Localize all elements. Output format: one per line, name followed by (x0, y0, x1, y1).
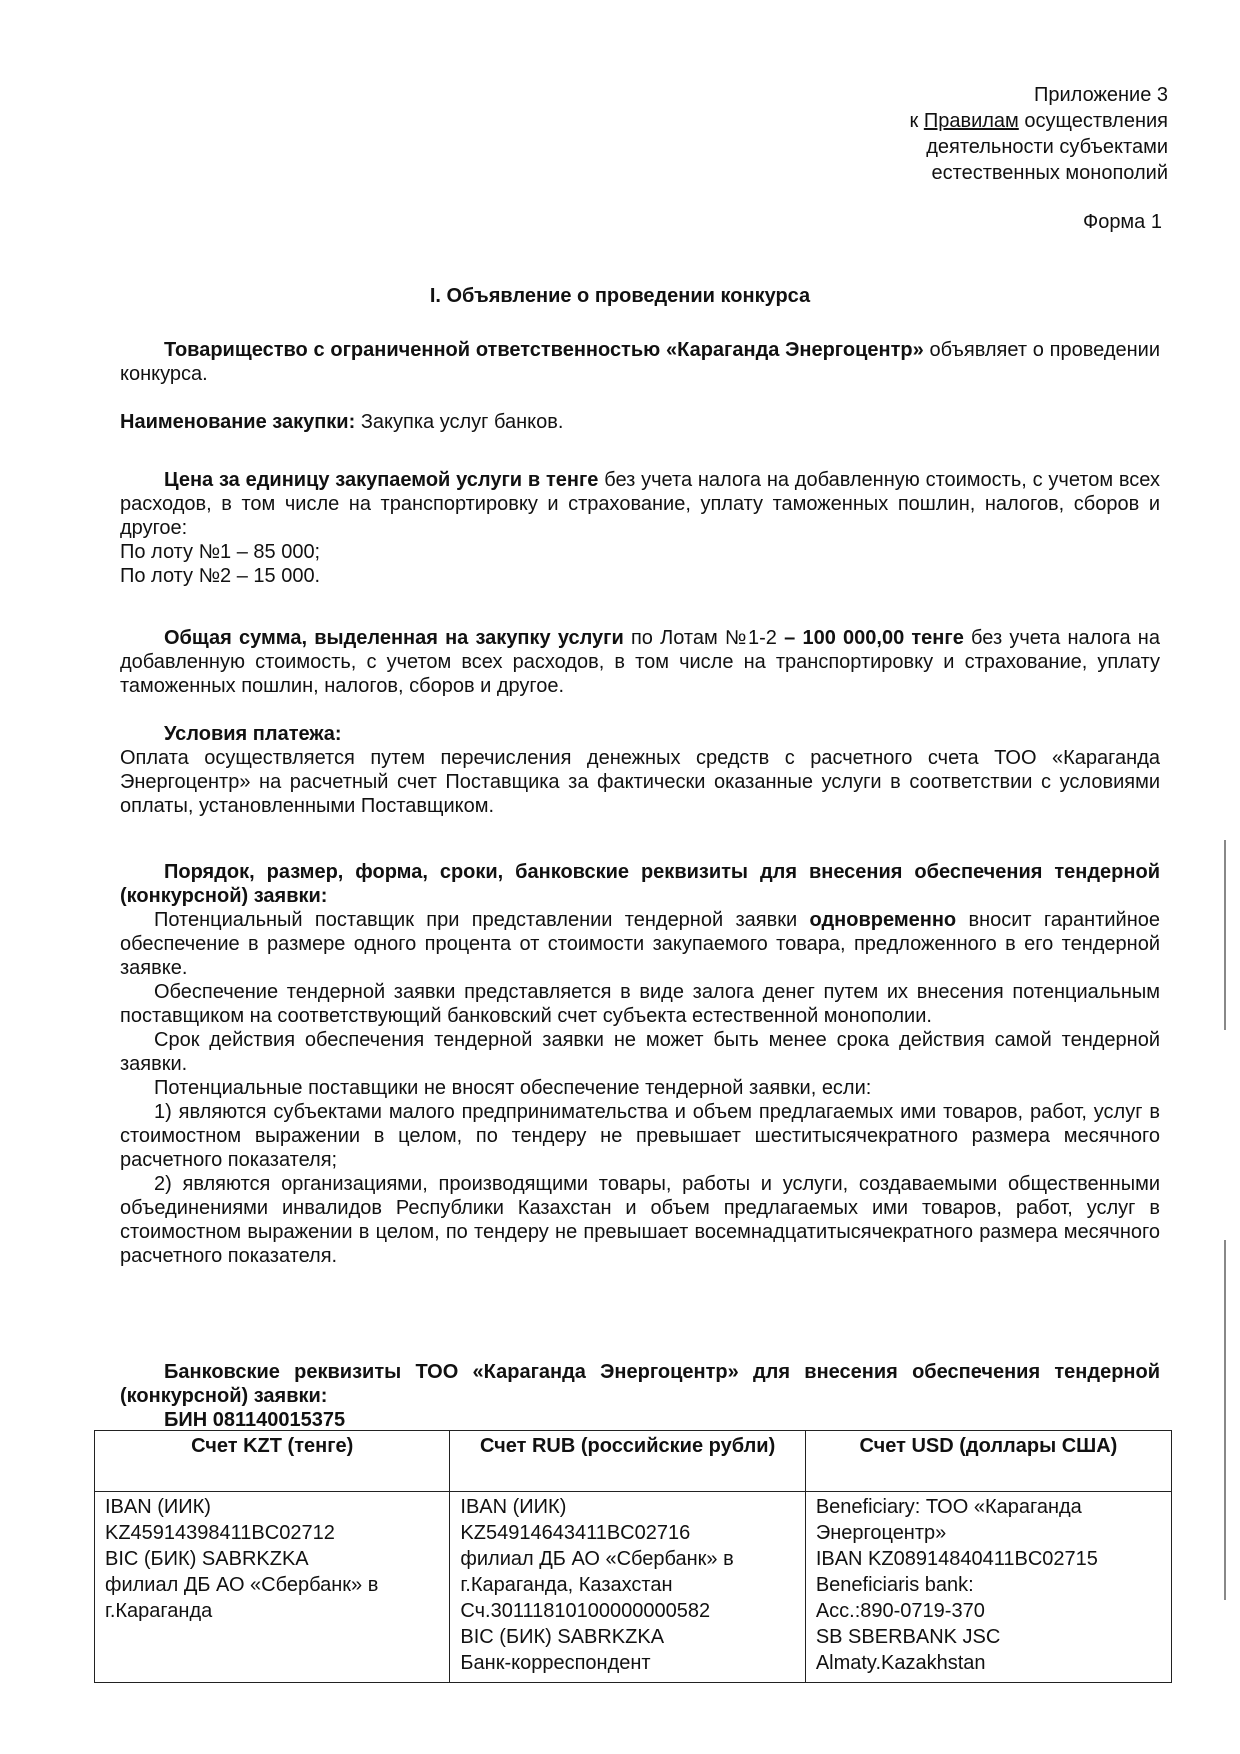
rub-line: Банк-корреспондент (460, 1652, 651, 1674)
kzt-line: BIC (БИК) SABRKZKA (105, 1548, 309, 1570)
usd-line: SB SBERBANK JSC (815, 1626, 1001, 1648)
payment-heading: Условия платежа: (164, 723, 342, 745)
total-lots: по Лотам №1-2 (623, 627, 785, 649)
rub-line: BIC (БИК) SABRKZKA (460, 1626, 665, 1648)
rub-line: IBAN (ИИК) (460, 1496, 567, 1518)
purchase-name-value: Закупка услуг банков. (355, 411, 564, 433)
security-heading: Порядок, размер, форма, сроки, банковские реквизиты для внесения обеспечения тендерной (конкурсной) заявки: (120, 861, 1160, 907)
purchase-name-label: Наименование закупки: (120, 411, 356, 433)
total-amount-section (120, 626, 1160, 698)
intro-text: объявляет о проведении конкурса. (120, 339, 1160, 385)
security-section (120, 860, 1160, 1268)
kzt-line: г.Караганда (105, 1600, 213, 1622)
column-kzt: Счет KZT (тенге) (95, 1431, 450, 1492)
rub-line: KZ54914643411BC02716 (460, 1522, 691, 1544)
appendix-line-4: естественных монополий (931, 162, 1168, 184)
total-amount: – 100 000,00 тенге (784, 627, 964, 649)
security-p1-bold: одновременно (809, 909, 957, 931)
usd-line: Beneficiary: ТОО «Караганда (815, 1496, 1082, 1518)
usd-line: Acc.:890-0719-370 (815, 1600, 985, 1622)
usd-details-cell (805, 1492, 1171, 1683)
rub-line: Сч.30111810100000000582 (460, 1600, 711, 1622)
page-title: I. Объявление о проведении конкурса (429, 285, 811, 307)
bank-details-section (120, 1360, 1160, 1432)
usd-line: Энергоцентр» (815, 1522, 947, 1544)
rub-line: г.Караганда, Казахстан (460, 1574, 673, 1596)
bank-details-heading: Банковские реквизиты ТОО «Караганда Энергоцентр» для внесения обеспечения тендерной (конкурсной) заявки: (120, 1361, 1160, 1407)
purchase-name (120, 410, 1160, 434)
security-p4: Потенциальные поставщики не вносят обеспечение тендерной заявки, если: (154, 1077, 872, 1099)
usd-line: Almaty.Kazakhstan (815, 1652, 986, 1674)
form-label: Форма 1 (1082, 211, 1162, 233)
table-row (95, 1492, 1172, 1683)
unit-price-text: без учета налога на добавленную стоимость, с учетом всех расходов, в том числе на транспортировку и страхование, уплату таможенных пошлин, налогов, сборов и другое: (120, 469, 1160, 539)
scan-edge-mark (1224, 1240, 1226, 1600)
appendix-prefix: к (909, 110, 924, 132)
security-p2: Обеспечение тендерной заявки представляется в виде залога денег путем их внесения потенциальным поставщиком на соответствующий банковский счет субъекта естественной монополии. (120, 981, 1160, 1027)
appendix-header (910, 82, 1168, 186)
lot-1-price: По лоту №1 – 85 000; (120, 541, 321, 563)
total-label: Общая сумма, выделенная на закупку услуги (164, 627, 624, 649)
security-p1-a: Потенциальный поставщик при представлении тендерной заявки (154, 909, 810, 931)
security-p3: Срок действия обеспечения тендерной заявки не может быть менее срока действия самой тендерной заявки. (120, 1029, 1160, 1075)
kzt-details-cell (95, 1492, 450, 1683)
organization-name: Товарищество с ограниченной ответственностью «Караганда Энергоцентр» (164, 339, 924, 361)
bank-details-table (94, 1430, 1172, 1683)
payment-section (120, 722, 1160, 818)
security-p5: 1) являются субъектами малого предпринимательства и объем предлагаемых ими товаров, работ, услуг в стоимостном выражении в целом, по тендеру не превышает шеститысячекратного размера месячного расчетного показателя; (120, 1101, 1160, 1171)
rules-link[interactable]: Правилам (923, 110, 1019, 132)
table-header-row (95, 1431, 1172, 1492)
rub-details-cell (450, 1492, 805, 1683)
intro-paragraph (120, 338, 1160, 386)
total-text: без учета налога на добавленную стоимость, с учетом всех расходов, в том числе на транспортировку и страхование, уплату таможенных пошлин, налогов, сборов и другое. (120, 627, 1160, 697)
appendix-line-1: Приложение 3 (1034, 84, 1168, 106)
rub-line: филиал ДБ АО «Сбербанк» в (460, 1548, 734, 1570)
kzt-line: филиал ДБ АО «Сбербанк» в (105, 1574, 379, 1596)
usd-line: IBAN KZ08914840411BC02715 (815, 1548, 1098, 1570)
column-rub: Счет RUB (российские рубли) (450, 1431, 805, 1492)
unit-price-section (120, 468, 1160, 588)
payment-text: Оплата осуществляется путем перечисления денежных средств с расчетного счета ТОО «Караганда Энергоцентр» на расчетный счет Поставщика за фактически оказанные услуги в соответствии с условиями оплаты, установленными Поставщиком. (120, 747, 1160, 817)
kzt-line: KZ45914398411BC02712 (105, 1522, 335, 1544)
bin-number: БИН 081140015375 (164, 1409, 346, 1431)
security-p1-b: вносит гарантийное обеспечение в размере одного процента от стоимости закупаемого товара, предложенного в его тендерной заявке. (120, 909, 1160, 979)
column-usd: Счет USD (доллары США) (805, 1431, 1171, 1492)
usd-line: Beneficiaris bank: (815, 1574, 974, 1596)
appendix-line-3: деятельности субъектами (926, 136, 1168, 158)
scan-edge-mark (1224, 840, 1226, 1030)
lot-2-price: По лоту №2 – 15 000. (120, 565, 321, 587)
appendix-line-2 (910, 108, 1168, 134)
appendix-suffix: осуществления (1018, 110, 1168, 132)
kzt-line: IBAN (ИИК) (105, 1496, 211, 1518)
security-p6: 2) являются организациями, производящими товары, работы и услуги, создаваемыми общественными объединениями инвалидов Республики Казахстан и объем предлагаемых ими товаров, работ, услуг в стоимостном выражении в целом, по тендеру не превышает восемнадцатитысячекратного размера месячного расчетного показателя. (120, 1173, 1160, 1267)
unit-price-label: Цена за единицу закупаемой услуги в тенге (164, 469, 599, 491)
